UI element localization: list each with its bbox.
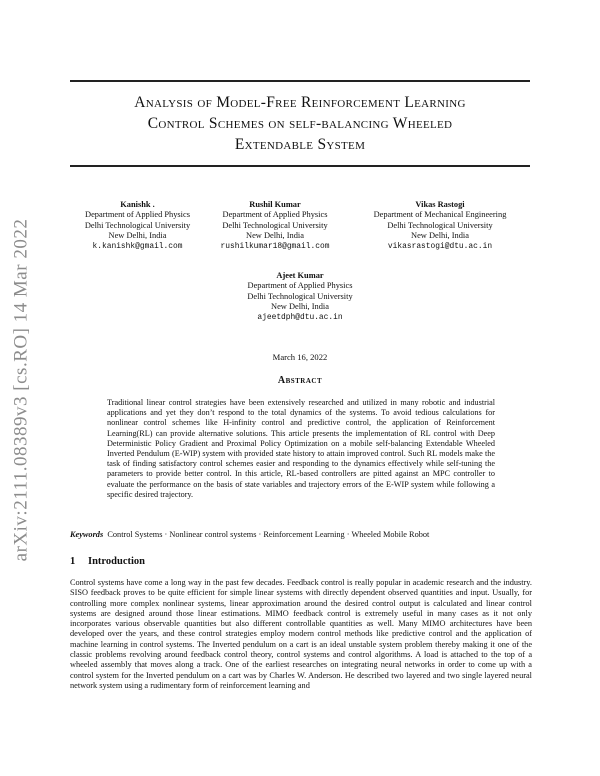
author-university: Delhi Technological University — [84, 220, 191, 230]
keywords-text: Control Systems · Nonlinear control systems · Reinforcement Learning · Wheeled Mobile Robot — [107, 530, 430, 539]
author-name: Rushil Kumar — [249, 200, 301, 209]
author-name: Vikas Rastogi — [415, 200, 465, 209]
author-city: New Delhi, India — [271, 302, 329, 312]
keywords-line — [70, 530, 540, 539]
author-city: New Delhi, India — [108, 231, 167, 241]
title-rule-top — [70, 80, 530, 82]
author-block — [205, 200, 345, 252]
title-line-2: Control Schemes on self-balancing Wheeled — [147, 115, 453, 132]
author-email[interactable]: vikasrastogi@dtu.ac.in — [387, 241, 493, 251]
author-department: Department of Applied Physics — [247, 281, 353, 291]
abstract-heading: Abstract — [277, 375, 323, 386]
paper-title — [70, 92, 530, 155]
arxiv-stamp — [2, 205, 40, 575]
title-line-3: Extendable System — [234, 136, 366, 153]
author-city: New Delhi, India — [411, 231, 469, 241]
author-university: Delhi Technological University — [222, 220, 328, 230]
section-heading — [70, 556, 145, 567]
title-rule-bottom — [70, 165, 530, 167]
author-block — [355, 200, 525, 252]
author-university: Delhi Technological University — [387, 220, 493, 230]
author-email[interactable]: rushilkumar18@gmail.com — [220, 241, 330, 251]
author-department: Department of Mechanical Engineering — [373, 210, 507, 220]
author-name: Ajeet Kumar — [276, 271, 324, 280]
author-name: Kanishk . — [120, 200, 155, 209]
introduction-body: Control systems have come a long way in the past few decades. Feedback control is really popular in academic research and the industry. SISO feedback proves to be quite efficient for simple linear systems with directly dependent observed quantities and input. Usually, for controlling more complex nonlinear systems, linear approximation around the desired control output is calculated and linear control systems are designed around those linear estimations. MIMO feedback control is extremely useful in many cases as it not only incorporates various observable quantities but also different controllable quantities as well. Many MIMO architectures have been developed over the years, and these control strategies employ modern control methods like predictive control and the application of machine learning in control systems. The Inverted pendulum on a cart is an ideal unstable system problem thereby making it one of the classic problems revolving around feedback control theory, control systems and control algorithms. A load is attached to the top of a wheeled assembly that moves along a track. One of the earliest researches on integrating neural networks in order to come up with a control system for the Inverted pendulum on a cart was by Charles W. Anderson. He described two layered and two single layered neural network system using a rudimentary form of reinforcement learning and — [70, 578, 532, 690]
author-department: Department of Applied Physics — [85, 210, 190, 220]
author-email[interactable]: k.kanishk@gmail.com — [92, 241, 183, 251]
author-email[interactable]: ajeetdph@dtu.ac.in — [257, 312, 343, 322]
author-city: New Delhi, India — [246, 231, 304, 241]
section-number: 1 — [70, 556, 76, 567]
author-block — [230, 271, 370, 323]
author-university: Delhi Technological University — [247, 291, 353, 301]
abstract-body: Traditional linear control strategies have been extensively researched and utilized in many robotic and industrial applications and yet they don’t respond to the total dynamics of the systems. To avoid tedious calculations for nonlinear control schemes like H-infinity control and predictive control, the application of Reinforcement Learning(RL) can provide alternative solutions. This article presents the implementation of RL control with Deep Deterministic Policy Gradient and Proximal Policy Optimization on a mobile self-balancing Extendable Wheeled Inverted Pendulum (E-WIP) system with provided state history to attain improved control. Such RL models make the task of finding satisfactory control schemes easier and responding to the dynamics effectively while self-tuning the parameters to provide better control. In this article, RL-based controllers are pitted against an MPC controller to evaluate the performance on the basis of state variables and trajectory errors of the E-WIP system while following a specific desired trajectory. — [107, 398, 495, 499]
author-block — [75, 200, 200, 252]
title-line-1: Analysis of Model-Free Reinforcement Learning — [134, 94, 466, 111]
keywords-label: Keywords — [70, 530, 104, 539]
arxiv-stamp-text: arXiv:2111.08389v3 [cs.RO] 14 Mar 2022 — [10, 218, 32, 562]
section-title: Introduction — [88, 556, 145, 567]
author-department: Department of Applied Physics — [222, 210, 328, 220]
paper-date: March 16, 2022 — [272, 352, 328, 362]
